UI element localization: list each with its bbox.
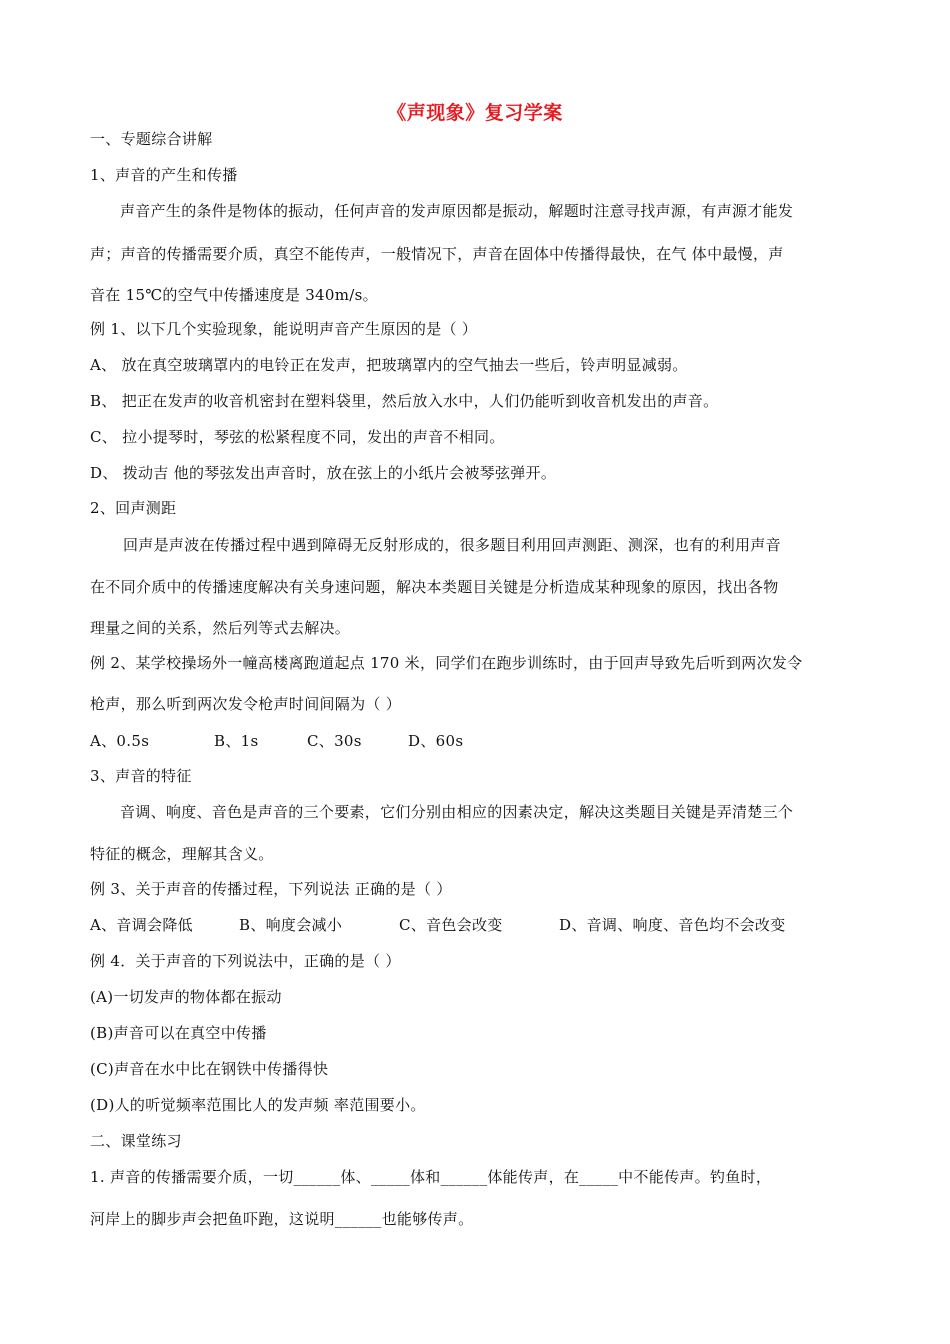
subheading-echo-ranging: 2、回声测距 xyxy=(90,499,177,517)
paragraph-1-line-3: 音在 15℃的空气中传播速度是 340m/s。 xyxy=(90,286,378,304)
practice-1-line-2: 河岸上的脚步声会把鱼吓跑，这说明______也能够传声。 xyxy=(90,1210,474,1228)
example-1-option-d: D、 拨动吉 他的琴弦发出声音时，放在弦上的小纸片会被琴弦弹开。 xyxy=(90,464,557,482)
example-3-option-a: A、音调会降低 xyxy=(90,916,193,934)
example-2-option-c: C、30s xyxy=(307,732,362,750)
paragraph-1-line-2: 声；声音的传播需要介质，真空不能传声，一般情况下，声音在固体中传播得最快，在气 体中最慢，声 xyxy=(90,245,784,263)
paragraph-3-line-1: 音调、响度、音色是声音的三个要素，它们分别由相应的因素决定，解决这类题目关键是弄清楚三个 xyxy=(120,803,794,821)
example-3-option-b: B、响度会减小 xyxy=(239,916,343,934)
example-2-question-line-1: 例 2、某学校操场外一幢高楼离跑道起点 170 米，同学们在跑步训练时，由于回声导致先后听到两次发令 xyxy=(90,654,803,672)
paragraph-2-line-2: 在不同介质中的传播速度解决有关身速问题，解决本类题目关键是分析造成某种现象的原因，找出各物 xyxy=(90,578,779,596)
example-4-question: 例 4．关于声音的下列说法中，正确的是（ ） xyxy=(90,952,401,970)
example-4-option-b: (B)声音可以在真空中传播 xyxy=(90,1024,267,1042)
section-heading-2: 二、课堂练习 xyxy=(90,1132,182,1150)
example-2-question-line-2: 枪声，那么听到两次发令枪声时间间隔为（ ） xyxy=(90,695,402,713)
example-1-option-c: C、 拉小提琴时，琴弦的松紧程度不同，发出的声音不相同。 xyxy=(90,428,505,446)
paragraph-1-line-1: 声音产生的条件是物体的振动，任何声音的发声原因都是振动，解题时注意寻找声源，有声源才能发 xyxy=(120,202,794,220)
example-3-options xyxy=(90,914,786,935)
example-2-option-a: A、0.5s xyxy=(90,732,150,750)
document-title: 《声现象》复习学案 xyxy=(387,102,563,124)
paragraph-2-line-1: 回声是声波在传播过程中遇到障碍无反射形成的，很多题目利用回声测距、测深，也有的利用声音 xyxy=(123,536,781,554)
example-2-option-d: D、60s xyxy=(408,732,464,750)
section-heading-1: 一、专题综合讲解 xyxy=(90,130,213,148)
example-3-question: 例 3、关于声音的传播过程，下列说法 正确的是（ ） xyxy=(90,880,452,898)
example-4-option-a: (A)一切发声的物体都在振动 xyxy=(90,988,282,1006)
example-4-option-c: (C)声音在水中比在钢铁中传播得快 xyxy=(90,1060,329,1078)
example-3-option-c: C、音色会改变 xyxy=(399,916,503,934)
example-1-option-b: B、 把正在发声的收音机密封在塑料袋里，然后放入水中，人们仍能听到收音机发出的声音。 xyxy=(90,392,719,410)
example-2-options xyxy=(90,730,463,751)
example-2-option-b: B、1s xyxy=(214,732,259,750)
example-3-option-d: D、音调、响度、音色均不会改变 xyxy=(559,916,786,934)
subheading-sound-production: 1、声音的产生和传播 xyxy=(90,166,238,184)
subheading-sound-characteristics: 3、声音的特征 xyxy=(90,767,192,785)
example-1-option-a: A、 放在真空玻璃罩内的电铃正在发声，把玻璃罩内的空气抽去一些后，铃声明显减弱。 xyxy=(90,356,688,374)
paragraph-3-line-2: 特征的概念，理解其含义。 xyxy=(90,845,274,863)
example-1-question: 例 1、以下几个实验现象，能说明声音产生原因的是（ ） xyxy=(90,320,478,338)
example-4-option-d: (D)人的听觉频率范围比人的发声频 率范围要小。 xyxy=(90,1096,426,1114)
paragraph-2-line-3: 理量之间的关系，然后列等式去解决。 xyxy=(90,619,351,637)
practice-1-line-1: 1. 声音的传播需要介质，一切______体、_____体和______体能传声，在_____中不能传声。钓鱼时， xyxy=(90,1168,772,1186)
